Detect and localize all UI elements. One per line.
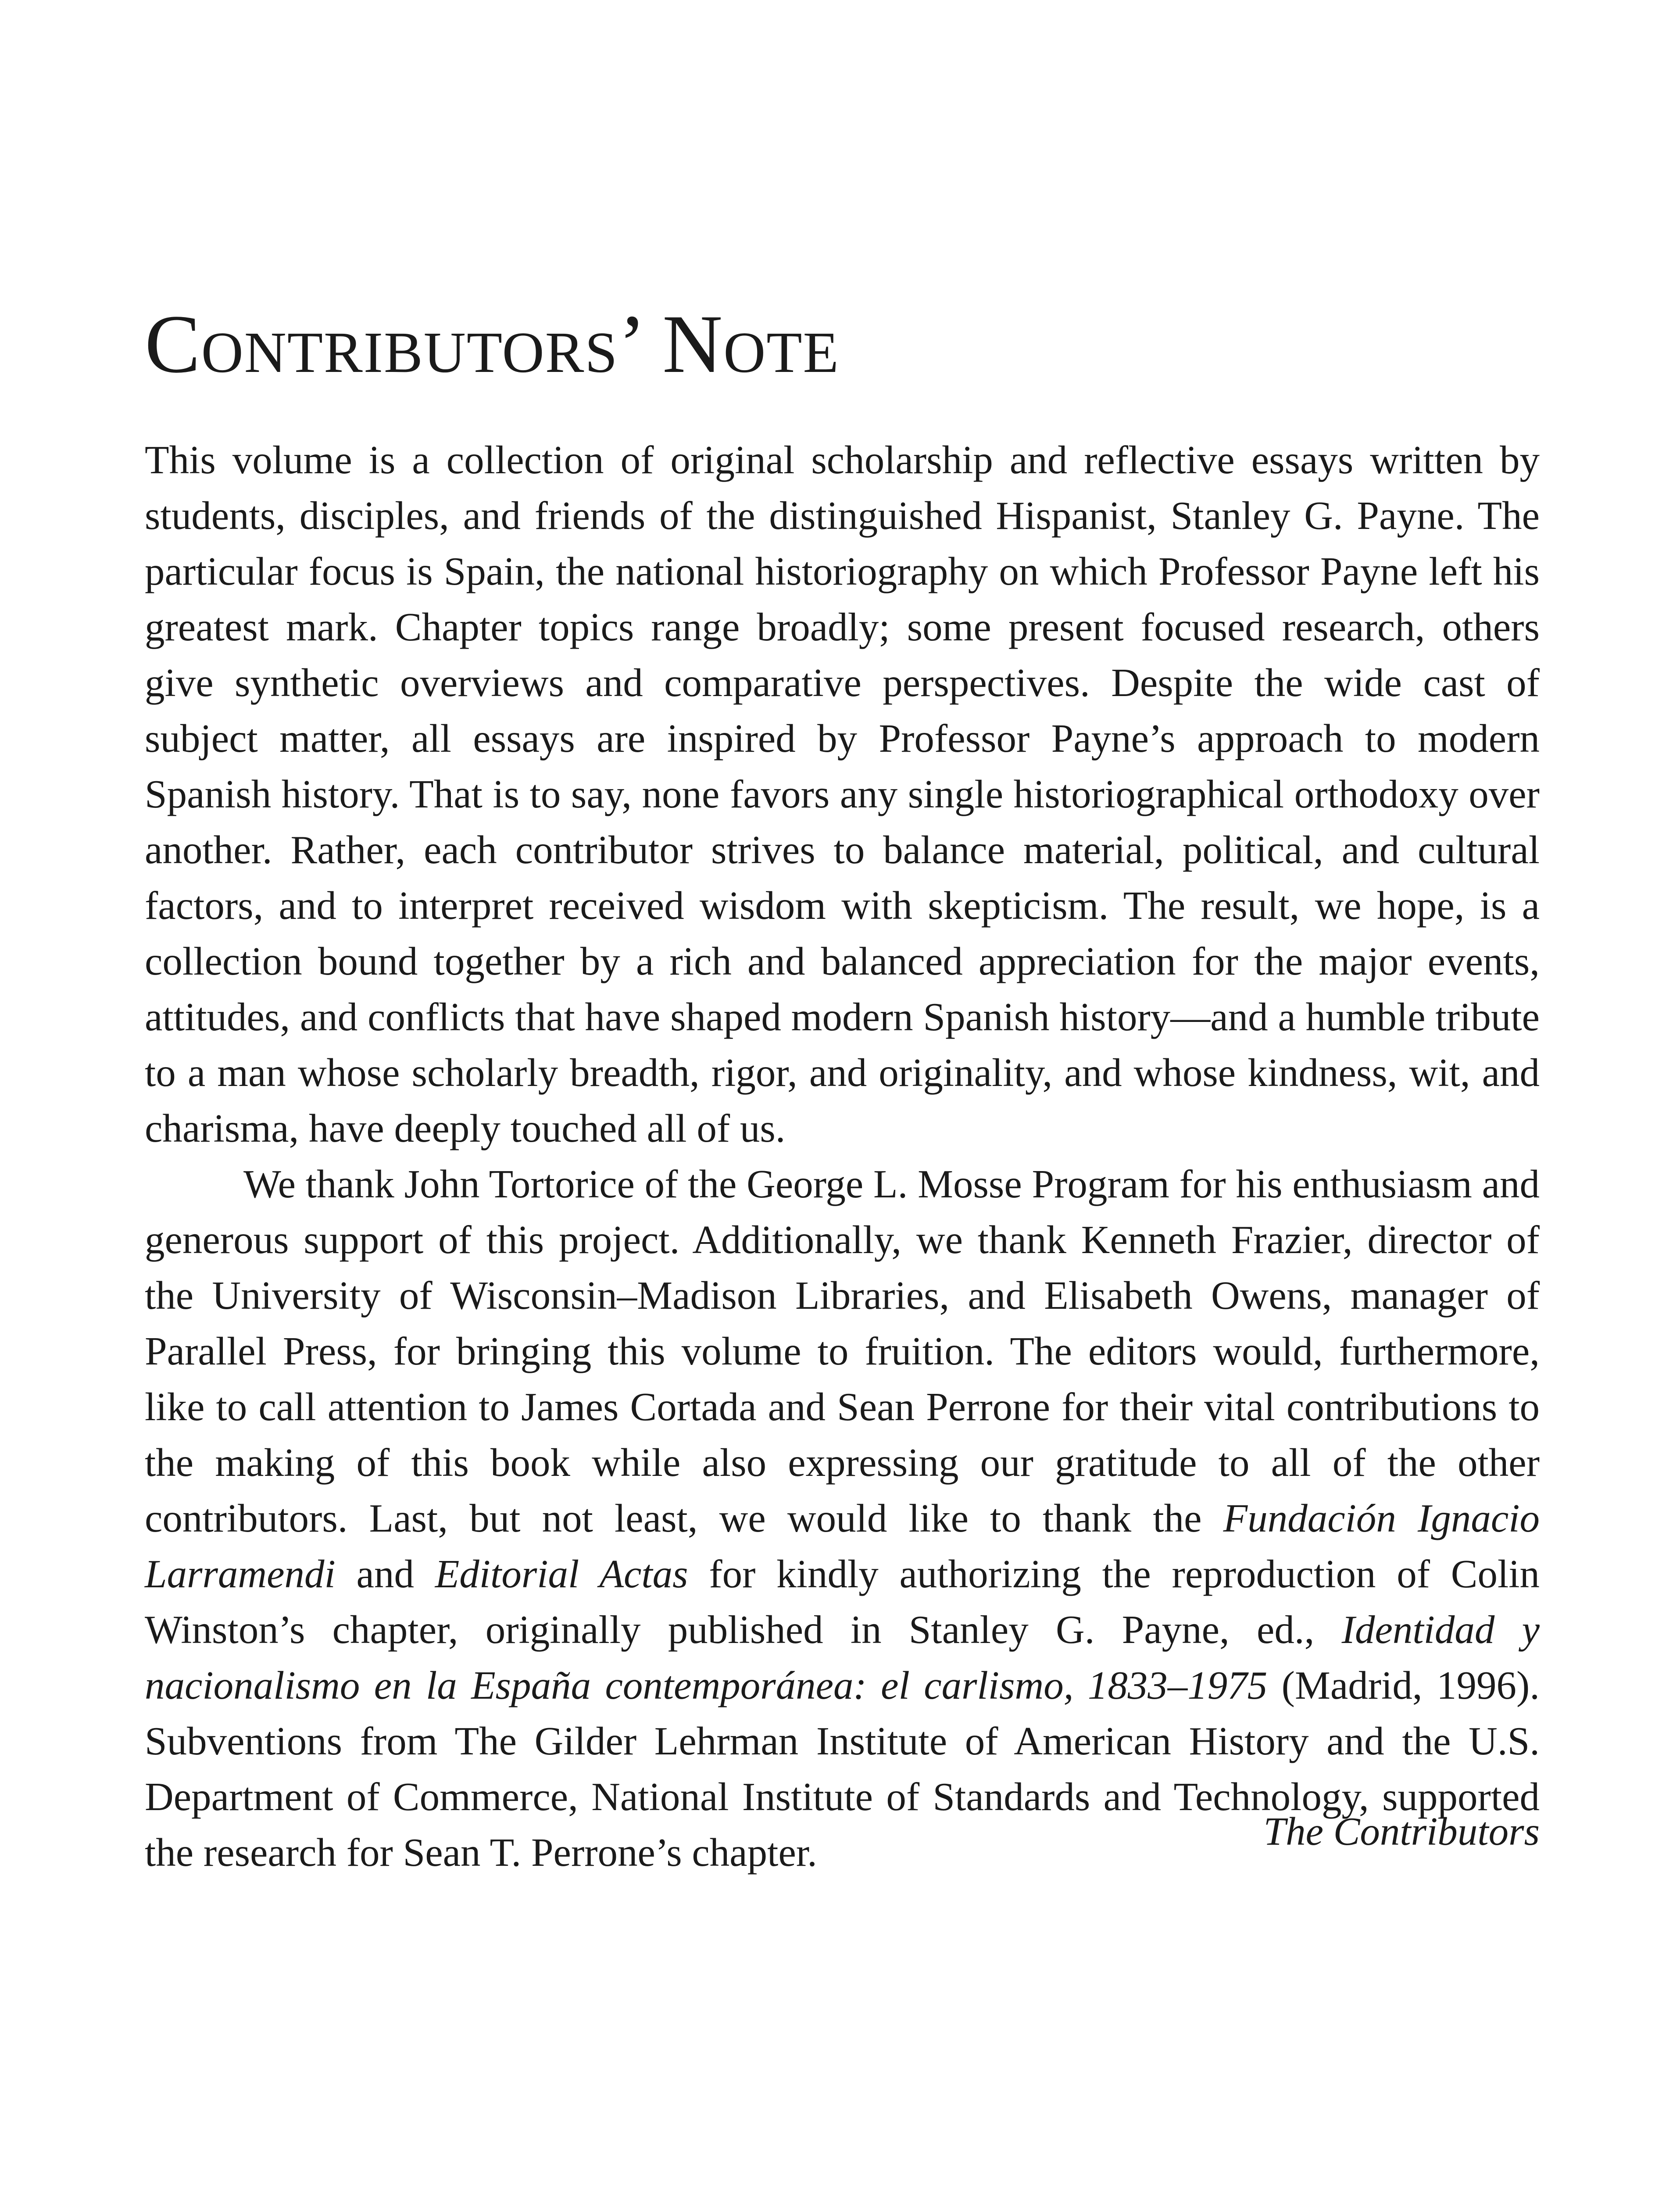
paragraph-intro: This volume is a collection of original scholarship and reflective essays written by students, disciples, and friends of the distinguished Hispanist, Stanley G. Payne. The particular focus is Spain, the national historiography on which Professor Payne left his greatest mark. Chapter topics range broadly; some present focused research, others give synthetic overviews and comparative perspectives. Despite the wide cast of subject matter, all essays are inspired by Professor Payne’s approach to modern Spanish history. That is to say, none favors any single historiographical orthodoxy over another. Rather, each contributor strives to balance material, political, and cultural factors, and to interpret received wisdom with skepticism. The result, we hope, is a collection bound together by a rich and balanced appreciation for the major events, attitudes, and conflicts that have shaped modern Spanish history—and a humble tribute to a man whose scholarly breadth, rigor, and originality, and whose kindness, wit, and charisma, have deeply touched all of us. [145,438,1540,1150]
paragraph-acknowledgments [145,1156,1540,1880]
note-body [145,432,1540,1880]
ack-italic-publisher: Editorial Actas [435,1552,688,1596]
page-title: Contributors’ Note [145,298,840,390]
signature: The Contributors [1263,1809,1540,1854]
ack-text-3: for kindly authorizing the reproduction of Colin Winston’s chapter, originally published in Stanley G. Payne, ed., [145,1552,1540,1652]
ack-italic-book-title: Identidad y nacionalismo en la España contemporánea: el carlismo, 1833–1975 [145,1607,1540,1707]
ack-italic-foundation: Fundación Ignacio Larramendi [145,1496,1540,1596]
ack-text-1: We thank John Tortorice of the George L. Mosse Program for his enthusiasm and generous support of this project. Additionally, we thank Kenneth Frazier, director of the University of Wisconsin–Madison Libraries, and Elisabeth Owens, manager of Parallel Press, for bringing this volume to fruition. The editors would, furthermore, like to call attention to James Cortada and Sean Perrone for their vital contributions to the making of this book while also expressing our gratitude to all of the other contributors. Last, but not least, we would like to thank the [145,1162,1540,1540]
ack-text-2: and [335,1552,435,1596]
ack-text-4: (Madrid, 1996). Subventions from The Gilder Lehrman Institute of American History and the U.S. Department of Commerce, National Institute of Standards and Technology, supported the research for Sean T. Perrone’s chapter. [145,1663,1540,1875]
